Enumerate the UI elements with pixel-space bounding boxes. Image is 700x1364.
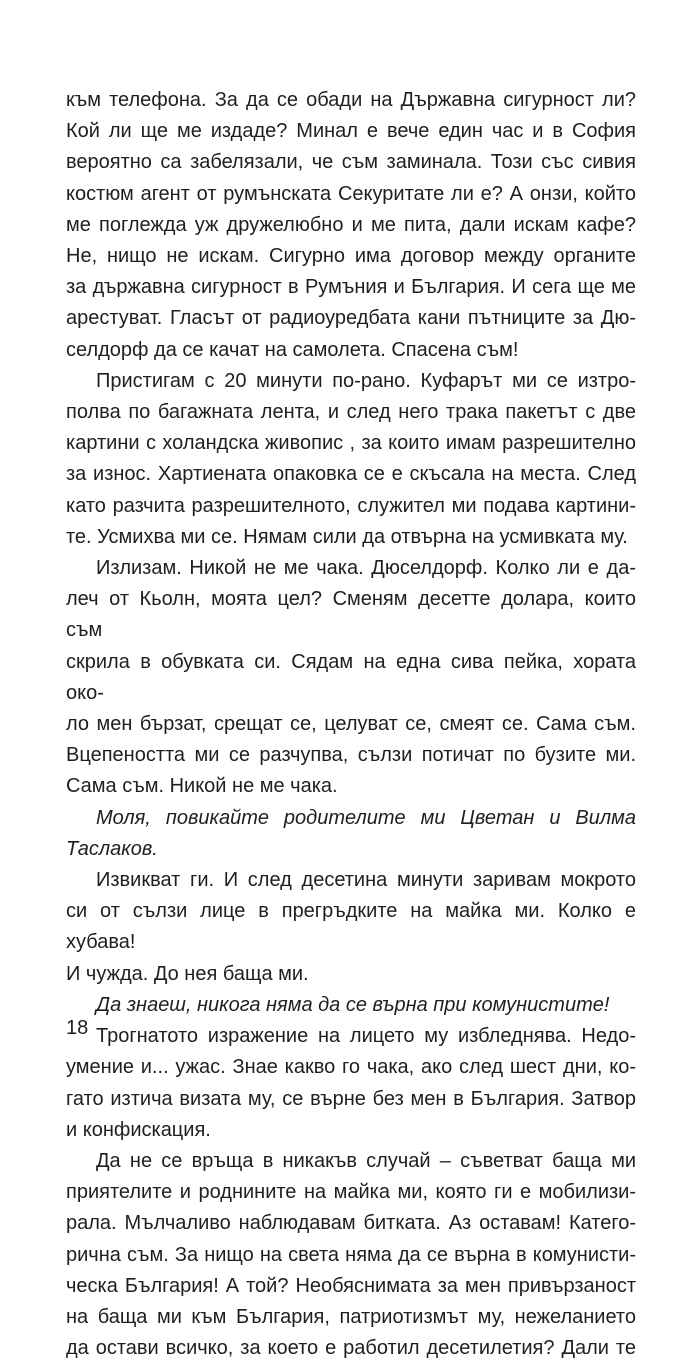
text-line: селдорф да се качат на самолета. Спасена съм! [66,338,519,361]
text-line: Трогнатото изражение на лицето му избледнява. Недо- [96,1025,636,1048]
text-line: Сама съм. Никой не ме чака. [66,775,338,798]
text-line: рична съм. За нищо на света няма да се върна в комунисти- [66,1243,636,1266]
text-line: полва по багажната лента, и след него трака пакетът с две [66,401,636,424]
text-line: Вцепеността ми се разчупва, сълзи потичат по бузите ми. [66,744,636,767]
text-line: Излизам. Никой не ме чака. Дюселдорф. Колко ли е да- [96,557,636,580]
text-line: към телефона. За да се обади на Държавна сигурност ли? [66,89,636,111]
text-line: гато изтича визата му, се върне без мен в България. Затвор [66,1087,636,1110]
text-line: Моля, повикайте родителите ми Цветан и Вилма [96,806,636,829]
text-line: ло мен бързат, срещат се, целуват се, смеят се. Сама съм. [66,713,636,736]
text-line: ме поглежда уж дружелюбно и ме пита, дали искам кафе? [66,213,636,236]
text-line: те. Усмихва ми се. Нямам сили да отвърна на усмивката му. [66,525,628,548]
text-line: рала. Мълчаливо наблюдавам битката. Аз оставам! Катего- [66,1212,636,1235]
text-line: и конфискация. [66,1118,211,1141]
text-line: Таслаков. [66,837,158,860]
text-line: костюм агент от румънската Секуритате ли е? А онзи, който [66,182,636,205]
text-line: вероятно са забелязали, че съм заминала. Този със сивия [66,151,636,174]
text-line: ческа България! А той? Необяснимата за мен привързаност [66,1274,636,1297]
text-line: да остави всичко, за което е работил десетилетия? Дали те [66,1337,636,1360]
text-line: Не, нищо не искам. Сигурно има договор между органите [66,245,636,268]
text-line: приятелите и роднините на майка ми, която ги е мобилизи- [66,1181,636,1204]
text-line: Да знаеш, никога няма да се върна при комунистите! [96,993,610,1016]
page-body-text [66,85,636,1364]
text-line: И чужда. До нея баща ми. [66,962,309,985]
page-number: 18 [66,1017,89,1039]
text-line: Извикват ги. И след десетина минути заривам мокрото [96,869,636,892]
text-line: Да не се връща в никакъв случай – съветват баща ми [96,1149,636,1172]
text-line: Кой ли ще ме издаде? Минал е вече един час и в София [66,120,636,143]
text-line: като разчита разрешителното, служител ми подава картини- [66,494,636,517]
text-line: картини с холандска живопис , за които имам разрешително [66,432,636,455]
text-line: арестуват. Гласът от радиоуредбата кани пътниците за Дю- [66,307,636,330]
text-line: на баща ми към България, патриотизмът му, нежеланието [66,1305,636,1328]
text-line: умение и... ужас. Знае какво го чака, ако след шест дни, ко- [66,1056,636,1079]
text-line: Пристигам с 20 минути по-рано. Куфарът ми се изтро- [96,369,636,392]
text-line: за износ. Хартиената опаковка се е скъсала на места. След [66,463,636,486]
text-line: си от сълзи лице в прегръдките на майка ми. Колко е хубава! [66,900,636,954]
text-line: за държавна сигурност в Румъния и България. И сега ще ме [66,276,636,299]
text-line: скрила в обувката си. Сядам на една сива пейка, хората око- [66,650,636,704]
text-line: леч от Кьолн, моята цел? Сменям десетте долара, които съм [66,588,636,642]
